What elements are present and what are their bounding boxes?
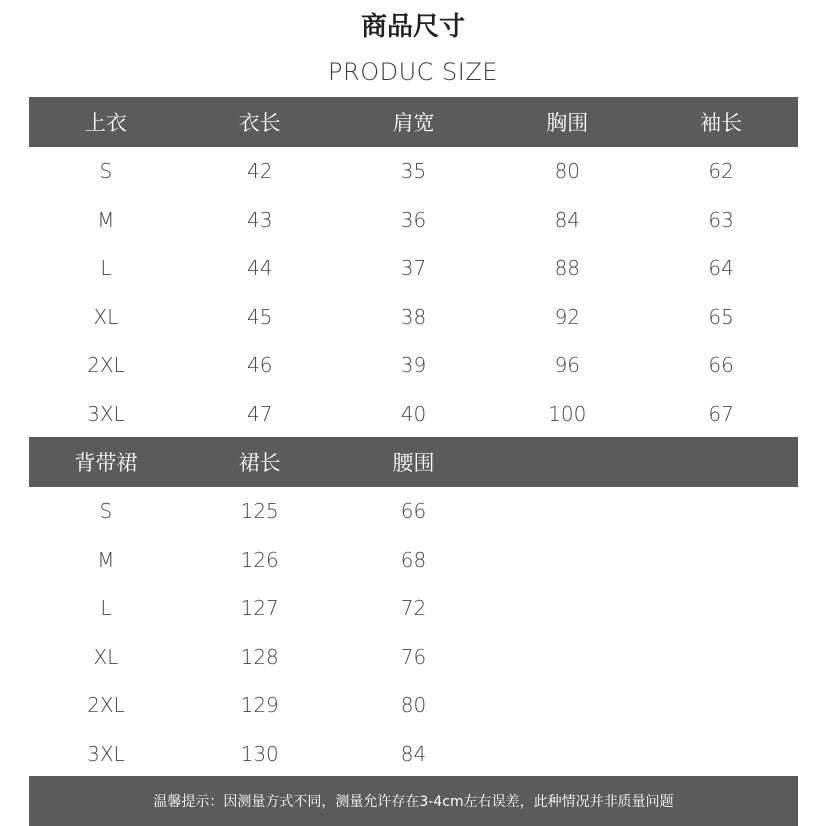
- size-cell: S: [99, 499, 113, 524]
- value-cell: 66: [400, 499, 427, 524]
- table-row: [29, 341, 798, 390]
- table-row: [29, 487, 798, 536]
- value-cell: 130: [240, 741, 279, 766]
- size-cell: L: [100, 256, 112, 281]
- value-cell: 65: [708, 304, 734, 329]
- value-cell: 80: [554, 159, 581, 184]
- size-cell: L: [100, 596, 112, 621]
- value-cell: 44: [246, 256, 273, 281]
- measurement-note: 温馨提示：因测量方式不同，测量允许存在3-4cm左右误差，此种情况并非质量问题: [29, 776, 798, 826]
- value-cell: 38: [400, 304, 427, 329]
- value-cell: 88: [554, 256, 581, 281]
- size-cell: XL: [93, 644, 119, 669]
- size-cell: 2XL: [87, 353, 125, 378]
- table-row: [29, 681, 798, 730]
- size-cell: S: [99, 159, 113, 184]
- size-cell: 2XL: [87, 693, 125, 718]
- header-cell: 肩宽: [392, 111, 435, 135]
- value-cell: 129: [240, 693, 279, 718]
- header-cell: 裙长: [238, 451, 281, 475]
- top-size-table: [29, 97, 798, 438]
- value-cell: 100: [548, 401, 587, 426]
- value-cell: 40: [400, 401, 427, 426]
- value-cell: 68: [400, 547, 427, 572]
- value-cell: 62: [708, 159, 734, 184]
- size-cell: 3XL: [87, 401, 125, 426]
- header-cell: 腰围: [392, 451, 435, 475]
- table-row: [29, 390, 798, 439]
- value-cell: 76: [400, 644, 427, 669]
- value-cell: 46: [246, 353, 273, 378]
- value-cell: 36: [400, 207, 427, 232]
- size-cell: XL: [93, 304, 119, 329]
- table-row: [29, 730, 798, 779]
- top-table-header: [29, 97, 798, 147]
- value-cell: 92: [554, 304, 581, 329]
- value-cell: 125: [240, 499, 279, 524]
- value-cell: 72: [400, 596, 427, 621]
- value-cell: 84: [400, 741, 427, 766]
- value-cell: 63: [708, 207, 734, 232]
- size-cell: M: [97, 207, 115, 232]
- table-row: [29, 536, 798, 585]
- table-row: [29, 633, 798, 682]
- table-row: [29, 147, 798, 196]
- table-row: [29, 293, 798, 342]
- bottom-table-header: [29, 437, 798, 487]
- value-cell: 39: [400, 353, 427, 378]
- value-cell: 42: [246, 159, 273, 184]
- bottom-size-table: [29, 437, 798, 778]
- header-cell: 上衣: [84, 111, 127, 135]
- value-cell: 67: [708, 401, 734, 426]
- value-cell: 64: [708, 256, 734, 281]
- size-cell: 3XL: [87, 741, 125, 766]
- value-cell: 128: [240, 644, 279, 669]
- value-cell: 84: [554, 207, 581, 232]
- value-cell: 37: [400, 256, 427, 281]
- table-row: [29, 244, 798, 293]
- header-cell: 袖长: [700, 111, 743, 135]
- header-cell: 胸围: [546, 111, 589, 135]
- value-cell: 126: [240, 547, 279, 572]
- value-cell: 96: [554, 353, 581, 378]
- page-subtitle: PRODUC SIZE: [328, 58, 498, 86]
- value-cell: 35: [400, 159, 427, 184]
- value-cell: 66: [708, 353, 734, 378]
- page-title: 商品尺寸: [360, 12, 465, 42]
- header-cell: 衣长: [238, 111, 281, 135]
- value-cell: 43: [246, 207, 273, 232]
- size-cell: M: [97, 547, 115, 572]
- value-cell: 127: [240, 596, 279, 621]
- table-row: [29, 196, 798, 245]
- table-row: [29, 584, 798, 633]
- header-cell: 背带裙: [74, 451, 138, 475]
- value-cell: 47: [246, 401, 273, 426]
- value-cell: 45: [246, 304, 273, 329]
- value-cell: 80: [400, 693, 427, 718]
